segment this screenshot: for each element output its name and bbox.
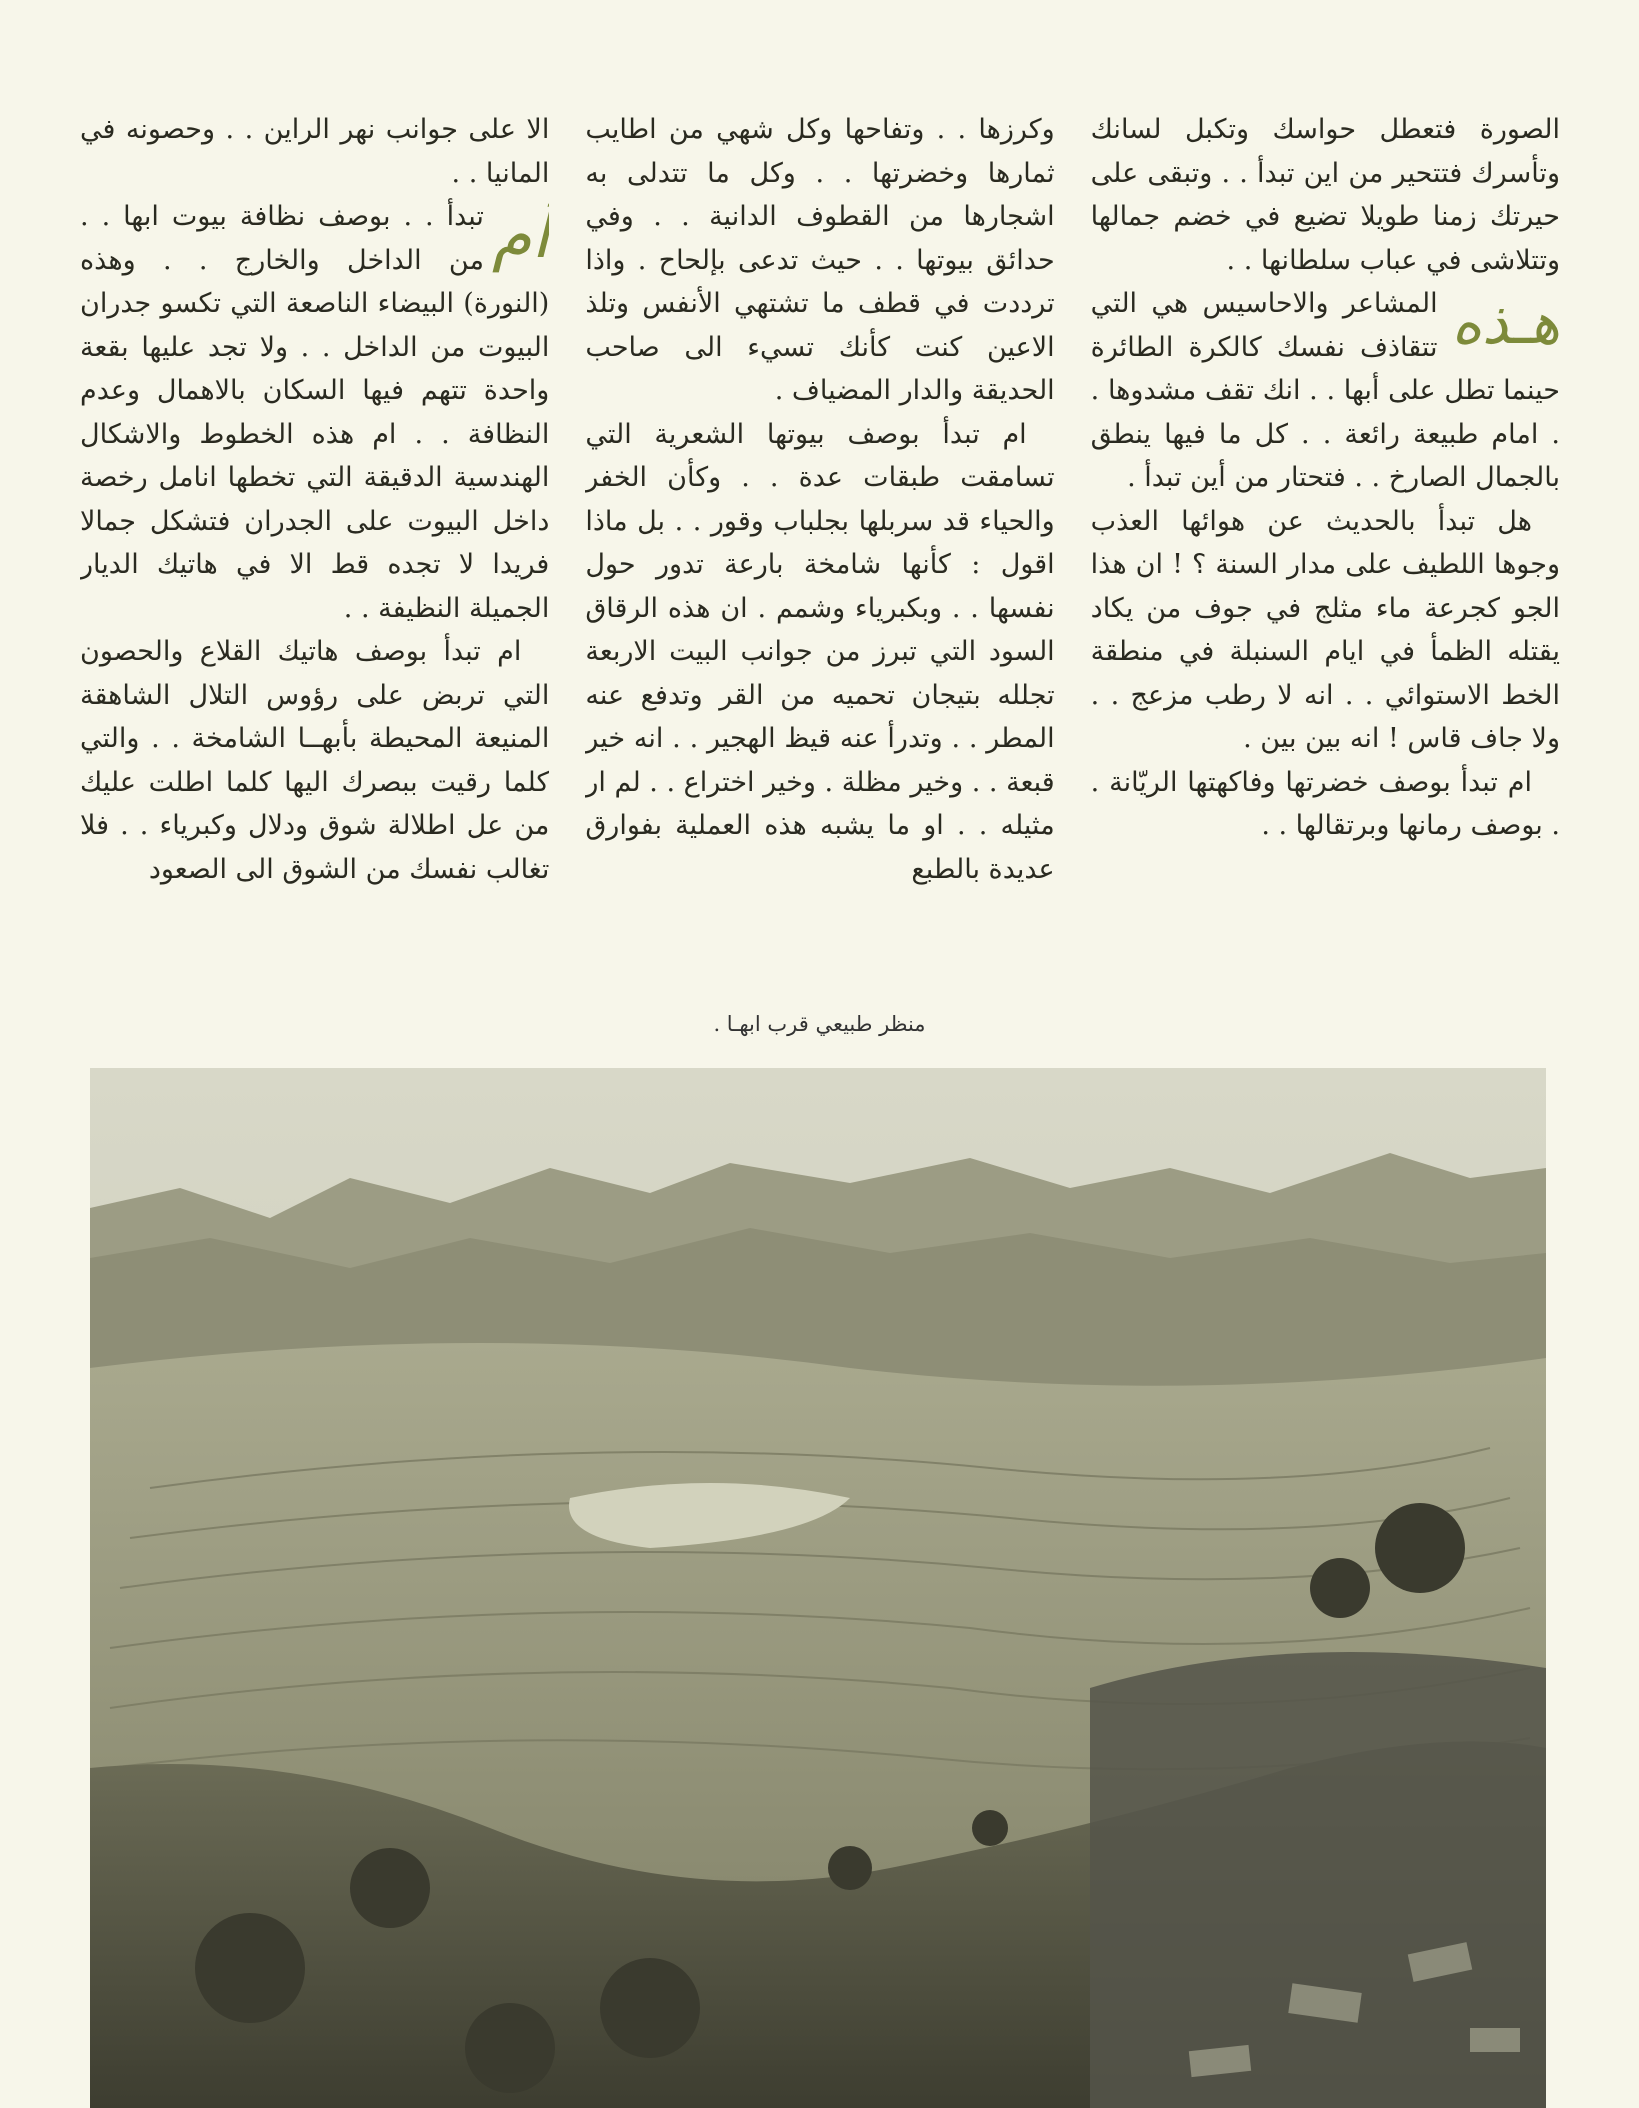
paragraph: ام تبدأ بوصف بيوتها الشعرية التي تسامقت طبقات عدة . . وكأن الخفر والحياء قد سربلها بجلباب وقور . . بل ماذا اقول : كأنها شامخة بارعة تدور حول نفسها . . وبكبرياء وشمم . ان هذه الرقاق السود التي تبرز من جوانب البيت الاربعة تجلله بتيجان تحميه من القر وتدفع عنه المطر . . وتدرأ عنه قيظ الهجير . . انه خير قبعة . . وخير مظلة . وخير اختراع . . لم ار مثيله . . او ما يشبه هذه العملية بفوارق عديدة بالطبع bbox=[585, 418, 1055, 885]
paragraph bbox=[1091, 282, 1560, 500]
paragraph: هل تبدأ بالحديث عن هوائها العذب وجوها اللطيف على مدار السنة ؟ ! ان هذا الجو كجرعة ماء مثلج في جوف من يكاد يقتله الظمأ في ايام السنبلة في منطقة الخط الاستوائي . . انه لا رطب مزعج . . ولا جاف قاس ! انه بين بين . bbox=[1090, 505, 1560, 754]
paragraph-text: تبدأ . . بوصف نظافة بيوت ابها . . من الداخل والخارج . . وهذه (النورة) البيضاء الناصعة التي تكسو جدران البيوت من الداخل . . ولا تجد عليها بقعة واحدة تتهم فيها السكان بالاهمال وعدم النظافة . . ام هذه الخطوط والاشكال الهندسية الدقيقة التي تخطها انامل رخصة داخل البيوت على الجدران فتشكل جمالا فريدا لا تجده قط الا في هاتيك الديار الجميلة النظيفة . . bbox=[80, 201, 550, 624]
paragraph-text: المشاعر والاحاسيس هي التي تتقاذف نفسك كالكرة الطائرة حينما تطل على أبها . . انك تقف مشدوها . . امام طبيعة رائعة . . كل ما فيها ينطق بالجمال الصارخ . . فتحتار من أين تبدأ . bbox=[1090, 288, 1560, 493]
landscape-illustration bbox=[90, 1068, 1546, 2108]
drop-cap: أم bbox=[491, 199, 550, 273]
paragraph: ام تبدأ بوصف خضرتها وفاكهتها الريّانة . . بوصف رمانها وبرتقالها . . bbox=[1090, 766, 1560, 841]
column-left bbox=[80, 108, 549, 998]
paragraph: وكرزها . . وتفاحها وكل شهي من اطايب ثمارها وخضرتها . . وكل ما تتدلى به اشجارها من القطوف الدانية . . وفي حدائق بيوتها . . حيث تدعى بإلحاح . واذا ترددت في قطف ما تشتهي الأنفس وتلذ الاعين كنت كأنك تسيء الى صاحب الحديقة والدار المضياف . bbox=[585, 114, 1055, 406]
column-middle bbox=[585, 108, 1054, 998]
column-right bbox=[1091, 108, 1560, 998]
photo-caption: منظر طبيعي قرب ابهـا . bbox=[713, 1012, 926, 1036]
landscape-photo bbox=[90, 1068, 1546, 2108]
paragraph: الصورة فتعطل حواسك وتكبل لسانك وتأسرك فتتحير من اين تبدأ . . وتبقى على حيرتك زمنا طويلا تضيع في خضم جمالها وتتلاشى في عباب سلطانها . . bbox=[1090, 114, 1560, 276]
paragraph: ام تبدأ بوصف هاتيك القلاع والحصون التي تربض على رؤوس التلال الشاهقة المنيعة المحيطة بأبهــا الشامخة . . والتي كلما رقيت ببصرك اليها كلما اطلت عليك من عل اطلالة شوق ودلال وكبرياء . . فلا تغالب نفسك من الشوق الى الصعود bbox=[80, 636, 550, 885]
paragraph: الا على جوانب نهر الراين . . وحصونه في المانيا . . bbox=[80, 114, 550, 189]
article-columns bbox=[80, 108, 1560, 998]
paragraph bbox=[80, 195, 549, 630]
drop-cap: هـذه bbox=[1451, 289, 1560, 357]
